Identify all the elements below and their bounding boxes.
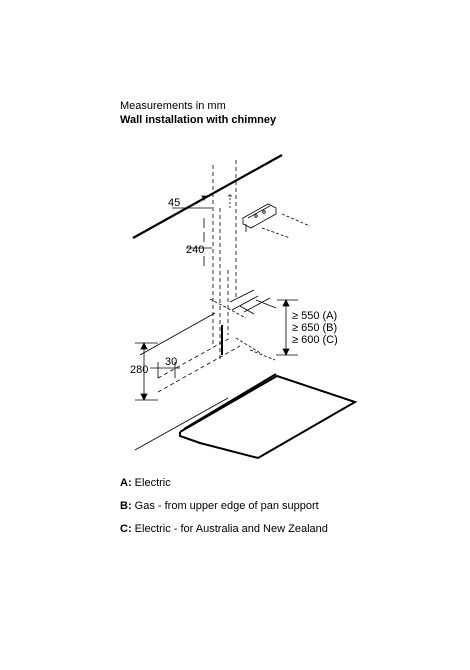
units-note: Measurements in mm [120,100,226,112]
dim-45-label: 45 [168,197,181,209]
clearance-c-label: ≥ 600 (C) [292,334,338,346]
upper-bracket [243,204,276,232]
lower-bracket [230,290,276,314]
legend-item-b: B: Gas - from upper edge of pan support [120,500,319,512]
dim-30-label: 30 [165,356,178,368]
dim-240-label: 240 [186,244,205,256]
chimney-outline [213,160,236,360]
legend [120,476,328,545]
wall-edge-upper [140,313,215,355]
clearance-b-label: ≥ 650 (B) [292,322,338,334]
legend-item-a: A: Electric [120,477,171,489]
dimension-30 [150,338,240,392]
diagram-title: Wall installation with chimney [120,114,277,126]
hob-edge [258,402,355,458]
clearance-a-label: ≥ 550 (A) [292,310,338,322]
wall-edge-lower [135,398,228,450]
dim-280-label: 280 [130,364,149,376]
legend-item-c: C: Electric - for Australia and New Zealand [120,523,328,535]
hob-outline [180,374,355,458]
ceiling-line [133,155,282,238]
